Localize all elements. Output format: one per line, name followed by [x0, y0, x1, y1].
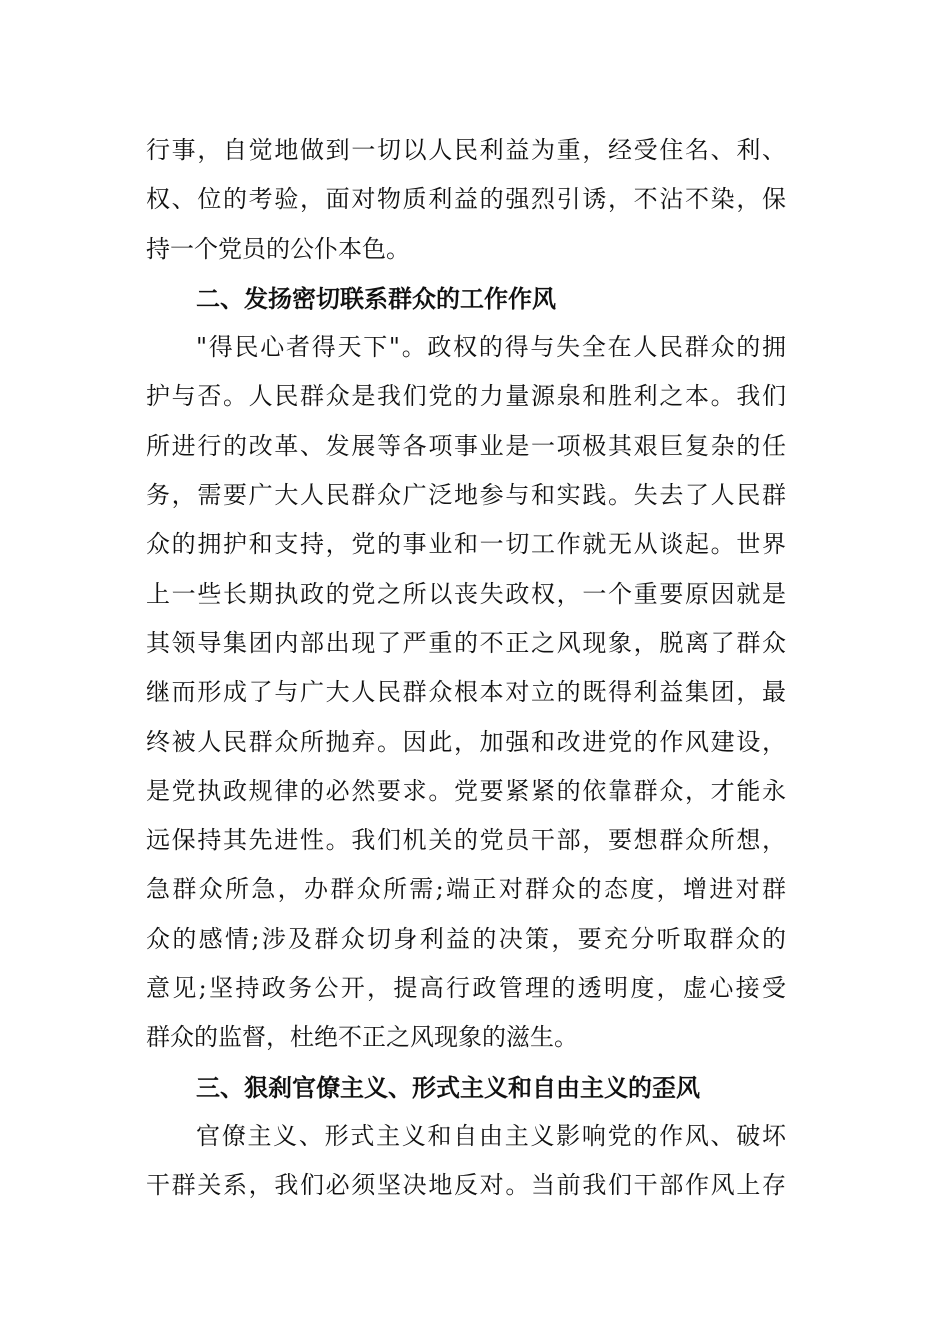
body-line: 继而形成了与广大人民群众根本对立的既得利益集团，最	[146, 678, 786, 707]
section-heading: 二、发扬密切联系群众的工作作风	[196, 283, 556, 313]
body-line: 所进行的改革、发展等各项事业是一项极其艰巨复杂的任	[146, 431, 786, 460]
body-line: 众的拥护和支持，党的事业和一切工作就无从谈起。世界	[146, 530, 786, 559]
body-line: 是党执政规律的必然要求。党要紧紧的依靠群众，才能永	[146, 776, 786, 805]
body-line: 行事，自觉地做到一切以人民利益为重，经受住名、利、	[146, 136, 786, 164]
section-heading: 三、狠刹官僚主义、形式主义和自由主义的歪风	[196, 1072, 700, 1102]
body-line: 干群关系，我们必须坚决地反对。当前我们干部作风上存	[146, 1171, 786, 1200]
body-line: 其领导集团内部出现了严重的不正之风现象，脱离了群众	[146, 628, 786, 657]
body-line: 远保持其先进性。我们机关的党员干部，要想群众所想，	[146, 826, 786, 855]
body-line: 上一些长期执政的党之所以丧失政权，一个重要原因就是	[146, 579, 786, 608]
document-body	[146, 126, 786, 1211]
body-line: 意见;坚持政务公开，提高行政管理的透明度，虚心接受	[146, 974, 786, 1003]
body-line: 众的感情;涉及群众切身利益的决策，要充分听取群众的	[146, 924, 786, 953]
body-line: 护与否。人民群众是我们党的力量源泉和胜利之本。我们	[146, 382, 786, 411]
body-line: 急群众所急，办群众所需;端正对群众的态度，增进对群	[146, 875, 786, 904]
body-line: 权、位的考验，面对物质利益的强烈引诱，不沾不染，保	[146, 185, 786, 214]
body-line: 终被人民群众所抛弃。因此，加强和改进党的作风建设，	[146, 727, 786, 756]
body-line: 官僚主义、形式主义和自由主义影响党的作风、破坏	[196, 1121, 786, 1150]
body-line: 务，需要广大人民群众广泛地参与和实践。失去了人民群	[146, 481, 786, 510]
body-line: 群众的监督，杜绝不正之风现象的滋生。	[146, 1023, 578, 1052]
body-line: "得民心者得天下"。政权的得与失全在人民群众的拥	[196, 333, 786, 362]
body-line: 持一个党员的公仆本色。	[146, 234, 410, 263]
